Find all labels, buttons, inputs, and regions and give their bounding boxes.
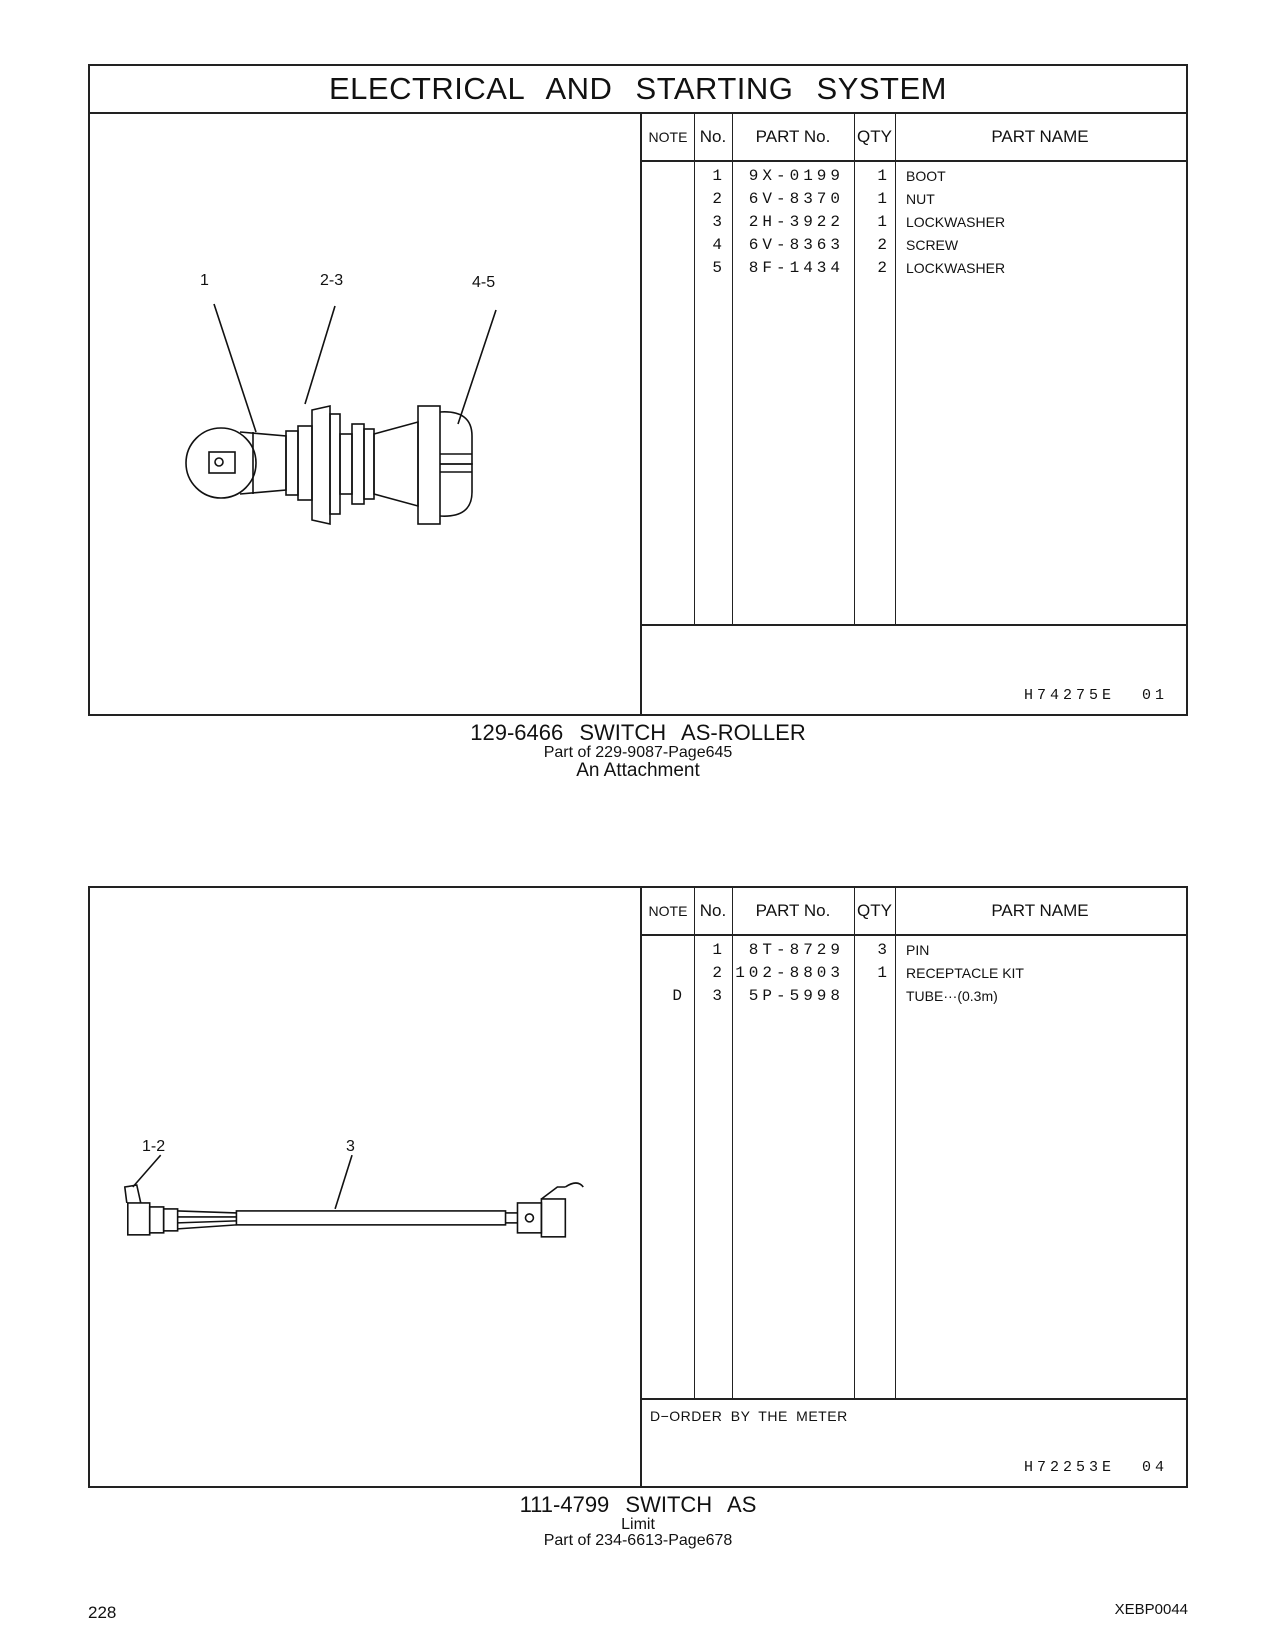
header-part-no: PART No. (755, 127, 831, 146)
header-note: NOTE (648, 903, 688, 919)
header-note: NOTE (648, 129, 688, 145)
table-row: 1 9X-0199 1 BOOT (712, 167, 946, 185)
caption-line: Part of 234-6613-Page678 (543, 1532, 733, 1549)
table-row: 1 8T-8729 3 PIN (712, 941, 930, 959)
header-qty: QTY (857, 901, 892, 920)
callout-label-2-3: 2-3 (320, 272, 344, 289)
header-no: No. (699, 901, 727, 920)
illustration-roller-switch (90, 114, 640, 714)
illustration-limit-switch (90, 888, 640, 1486)
page-number: 228 (88, 1603, 117, 1622)
caption-title: 111-4799 SWITCH AS (519, 1492, 757, 1517)
table-row: 2 102-8803 1 RECEPTACLE KIT (712, 964, 1024, 982)
header-part-name: PART NAME (991, 901, 1089, 920)
table-row: D 3 5P-5998 TUBE···(0.3m) (672, 987, 998, 1005)
document-id: XEBP0044 (1114, 1601, 1188, 1618)
header-no: No. (699, 127, 727, 146)
table-row: 4 6V-8363 2 SCREW (712, 236, 959, 254)
caption-group-1 (88, 721, 1188, 781)
callout-label-3: 3 (346, 1138, 355, 1155)
callout-label-1-2: 1-2 (142, 1138, 166, 1155)
caption-group-2 (88, 1493, 1188, 1549)
caption-line: An Attachment (576, 760, 700, 781)
reference-code: H74275E 01 (1023, 687, 1168, 704)
reference-code: H72253E 04 (1023, 1459, 1168, 1476)
footnote: D−ORDER BY THE METER (650, 1408, 848, 1424)
header-part-name: PART NAME (991, 127, 1089, 146)
roller-switch-drawing (90, 114, 640, 714)
parts-panel-1 (88, 64, 1188, 716)
limit-switch-drawing (90, 888, 640, 1486)
table-row: 2 6V-8370 1 NUT (712, 190, 935, 208)
section-title: ELECTRICAL AND STARTING SYSTEM (90, 66, 1186, 114)
callout-label-4-5: 4-5 (472, 274, 496, 291)
parts-table-2 (640, 888, 1186, 1486)
caption-line: Part of 229-9087-Page645 (543, 744, 733, 761)
header-qty: QTY (857, 127, 892, 146)
caption-line: Limit (621, 1516, 655, 1533)
table-row: 5 8F-1434 2 LOCKWASHER (712, 259, 1006, 277)
parts-panel-2 (88, 886, 1188, 1488)
header-part-no: PART No. (755, 901, 831, 920)
caption-title: 129-6466 SWITCH AS-ROLLER (470, 720, 806, 745)
callout-label-1: 1 (200, 272, 209, 289)
parts-table-1 (640, 114, 1186, 714)
table-row: 3 2H-3922 1 LOCKWASHER (712, 213, 1006, 231)
